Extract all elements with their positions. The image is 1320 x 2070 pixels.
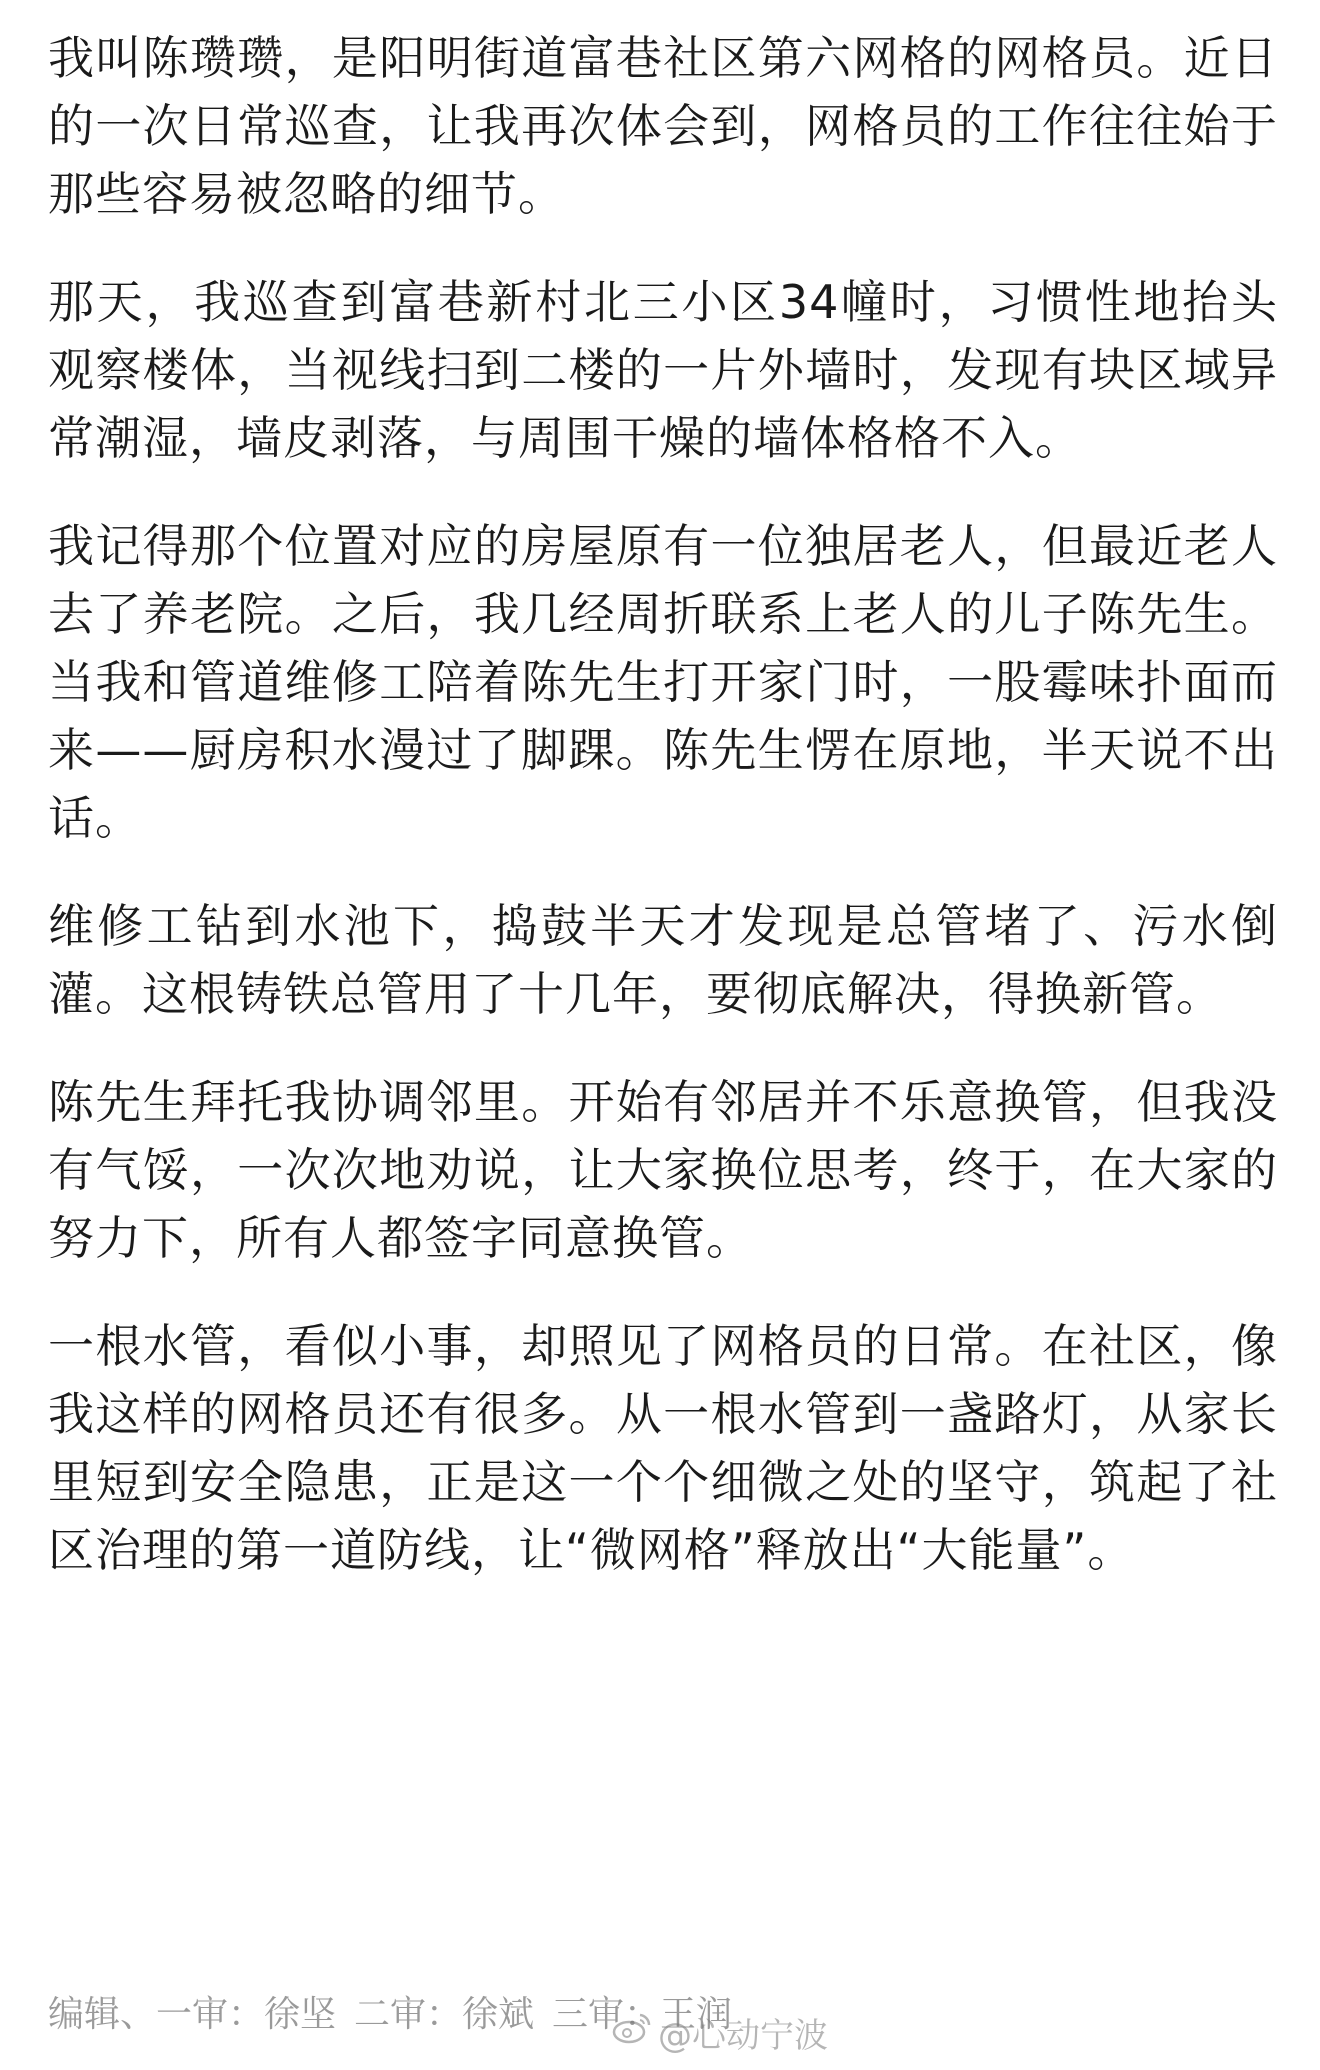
credit-third-review: 三审：王润 (552, 1994, 733, 2035)
weibo-watermark (612, 2010, 828, 2054)
paragraph-5: 陈先生拜托我协调邻里。开始有邻居并不乐意换管，但我没有气馁，一次次地劝说，让大家换位思考，终于，在大家的努力下，所有人都签字同意换管。 (48, 1075, 1278, 1265)
article-body (48, 24, 1278, 1624)
weibo-icon (612, 2011, 658, 2054)
credit-editor: 编辑、一审：徐坚 (48, 1994, 337, 2035)
paragraph-1: 我叫陈瓒瓒，是阳明街道富巷社区第六网格的网格员。近日的一次日常巡查，让我再次体会到，网格员的工作往往始于那些容易被忽略的细节。 (48, 31, 1278, 221)
watermark-text: @心动宁波 (658, 2015, 828, 2056)
credit-second-review: 二审：徐斌 (354, 1994, 535, 2035)
paragraph-3: 我记得那个位置对应的房屋原有一位独居老人，但最近老人去了养老院。之后，我几经周折联系上老人的儿子陈先生。当我和管道维修工陪着陈先生打开家门时，一股霉味扑面而来——厨房积水漫过了脚踝。陈先生愣在原地，半天说不出话。 (48, 519, 1278, 845)
paragraph-2: 那天，我巡查到富巷新村北三小区34幢时，习惯性地抬头观察楼体，当视线扫到二楼的一片外墙时，发现有块区域异常潮湿，墙皮剥落，与周围干燥的墙体格格不入。 (48, 275, 1278, 465)
paragraph-6: 一根水管，看似小事，却照见了网格员的日常。在社区，像我这样的网格员还有很多。从一根水管到一盏路灯，从家长里短到安全隐患，正是这一个个细微之处的坚守，筑起了社区治理的第一道防线，让“微网格”释放出“大能量”。 (48, 1319, 1278, 1577)
paragraph-4: 维修工钻到水池下，捣鼓半天才发现是总管堵了、污水倒灌。这根铸铁总管用了十几年，要彻底解决，得换新管。 (48, 899, 1278, 1021)
